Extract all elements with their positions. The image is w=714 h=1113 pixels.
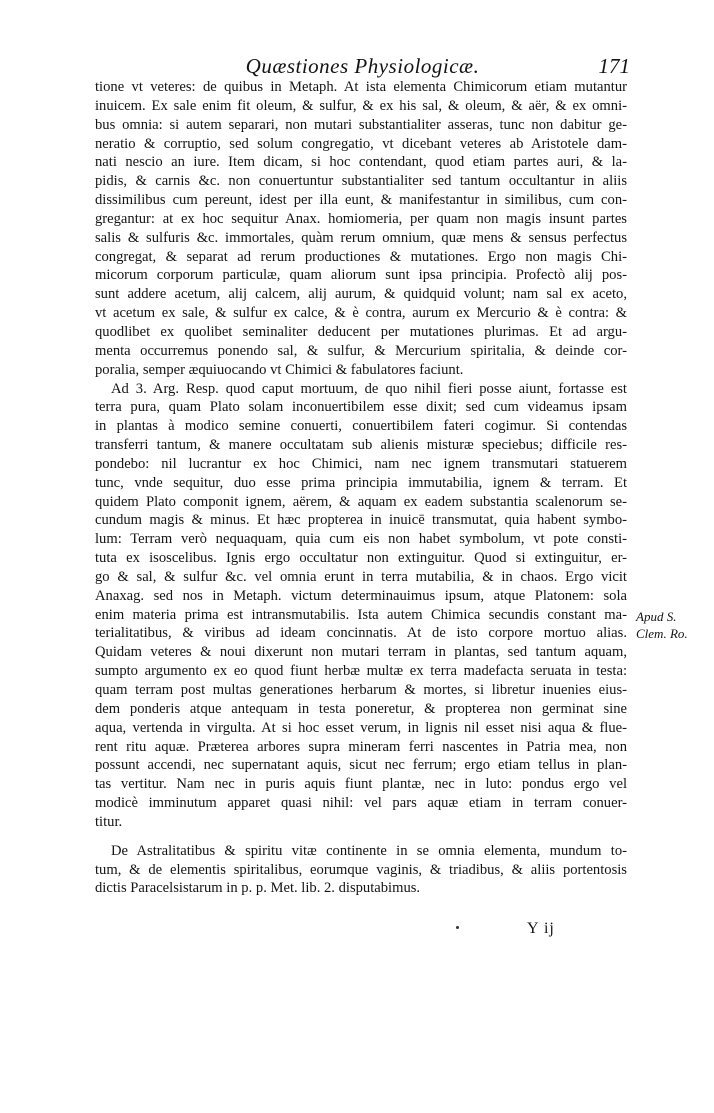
- text-line: Quidam veteres & noui dixerunt non mutari terram in plantas, sed tantum aquam,: [95, 644, 627, 661]
- text-line: cundum magis & minus. Et hæc propterea in inuicē transmutat, quia habent symbo-: [95, 512, 627, 529]
- margin-note-line: Apud S.: [636, 609, 677, 624]
- margin-note-line: Clem. Ro.: [636, 626, 688, 641]
- text-line: tunc, vnde sequitur, duo esse prima principia immutabilia, ignem & terram. Et: [95, 474, 627, 491]
- text-line: terra pura, quam Plato solam inconuertibilem esse dixit; sed cum videamus ipsam: [95, 399, 627, 416]
- text-line: modicè imminutum apparet quasi nihil: vel pars aquæ etiam in terram conuer-: [95, 795, 627, 812]
- text-line: sunt addere acetum, alij calcem, alij aurum, & quidquid volunt; nam sal ex aceto,: [95, 286, 627, 303]
- text-line: quodlibet ex quolibet seminaliter deducent per mutationes plurimas. Et ad argu-: [95, 323, 627, 340]
- text-line: vt acetum ex sale, & sulfur ex calce, & è contra, aurum ex Mercurio & è contra: &: [95, 305, 627, 322]
- paragraph: [95, 78, 627, 380]
- text-line: poralia, semper æquiuocando vt Chimici & fabulatores faciunt.: [95, 361, 464, 378]
- text-line: dictis Paracelsistarum in p. p. Met. lib. 2. disputabimus.: [95, 880, 421, 897]
- text-line: salis & sulfuris &c. immortales, quàm rerum omnium, quæ mens & sensus perfectus: [95, 229, 627, 246]
- text-line: possunt accendi, nec supernatant aquis, sicut nec ferrum; ergo etiam tellus in plan-: [95, 757, 627, 774]
- text-line: terialitatibus, & viribus ad ideam concinnatis. At de isto corpore mortuo alias.: [95, 625, 627, 642]
- text-line: menta occurremus ponendo sal, & sulfur, & Mercurium spiritalia, & deinde cor-: [95, 342, 627, 359]
- text-line: tione vt veteres: de quibus in Metaph. At ista elementa Chimicorum etiam mutantur: [95, 79, 627, 95]
- text-line: pidis, & carnis &c. non conuertuntur substantialiter sed tantum occultantur in aliis: [95, 173, 627, 190]
- text-line: congregat, & separat ad rerum productiones & mutationes. Ergo non magis Chi-: [95, 248, 627, 265]
- paragraph: [95, 842, 627, 899]
- text-line: tuta ex isoscelibus. Ignis ergo occultatur non extinguitur. Quod si extinguitur, er-: [95, 550, 627, 567]
- margin-note: [636, 608, 710, 642]
- text-line: in plantas à modico semine conuerti, conuertibilem fateri cogimur. Si contendas: [95, 418, 627, 435]
- text-line: enim materia prima est intransmutabilis. Ista autem Chimica secundis constant ma-: [95, 606, 627, 623]
- paragraph-gap: [95, 832, 627, 842]
- text-line: quidem Plato componit ignem, aërem, & aquam ex eadem substantia scalenorum se-: [95, 493, 627, 510]
- text-line: titur.: [95, 813, 123, 830]
- printer-mark: [456, 926, 459, 929]
- text-line: pondebo: nil lucrantur ex hoc Chimici, nam nec ignem transmutari statuerem: [95, 455, 627, 472]
- text-line: quam terram post multas generationes herbarum & mortes, si libretur inuenies eius-: [95, 682, 627, 698]
- text-line: lum: Terram verò nequaquam, quia cum eis non habet symbolum, vt pote consti-: [95, 531, 627, 548]
- running-title: Quæstiones Physiologicæ.: [245, 54, 480, 78]
- text-line: neratio & corruptio, sed solum congregatio, vt dicebant veteres ab Aristotele dam-: [95, 135, 627, 152]
- text-line: De Astralitatibus & spiritu vitæ continente in se omnia elementa, mundum to-: [111, 842, 627, 859]
- text-line: transferri tantum, & manere occultatam sub alienis misturæ speciebus; difficile res-: [95, 437, 627, 454]
- text-line: dissimilibus cum pereunt, idest per illa eunt, & manifestantur in similibus, cum con-: [95, 192, 627, 209]
- text-line: Anaxag. sed nos in Metaph. victum determinauimus ipsum, atque Platonem: sola: [95, 587, 627, 604]
- page-number: 171: [598, 54, 630, 78]
- text-line: aqua, vertenda in virgulta. At si hoc esset verum, in lignis nil esset nisi aqua & flue-: [95, 719, 627, 736]
- text-line: inuicem. Ex sale enim fit oleum, & sulfur, & ex his sal, & oleum, & aër, & ex omni-: [95, 97, 627, 114]
- text-line: bus omnia: si autem separari, non mutari substantialiter asseras, tunc non dabitur ge-: [95, 116, 627, 133]
- text-line: rent ritu aquæ. Præterea arbores supra mineram ferri nascentes in Patria mea, non: [95, 738, 627, 755]
- paragraph: [95, 380, 627, 832]
- text-line: micorum corporum particulæ, quam aliorum sunt ipsa principia. Profectò alij pos-: [95, 267, 627, 284]
- text-line: gregantur: at ex hoc sequitur Anax. homiomeria, per quam non magis insunt partes: [95, 210, 627, 227]
- body-text: [95, 78, 627, 898]
- signature-mark: Y ij: [527, 920, 555, 937]
- text-line: go & sal, & sulfur &c. vel omnia erunt in terra mutabilia, & in chaos. Ergo vicit: [95, 568, 627, 585]
- text-line: nati nescio an iure. Item dicam, si hoc contendant, quod etiam partes auri, & la-: [95, 154, 627, 171]
- text-line: Ad 3. Arg. Resp. quod caput mortuum, de quo nihil fieri posse aiunt, fortasse est: [111, 380, 627, 397]
- text-line: tas vertitur. Nam nec in puris aquis fiunt plantæ, nec in luto: pondus ergo vel: [95, 776, 627, 793]
- text-line: sumpto argumento ex eo quod fiunt herbæ multæ ex terra madefacta seruata in testa:: [95, 663, 627, 680]
- text-line: dem ponderis atque antequam in testa poneretur, & propterea non germinat sine: [95, 700, 627, 717]
- text-line: tum, & de elementis spiritalibus, eorumque vaginis, & triadibus, & aliis portentosis: [95, 861, 627, 878]
